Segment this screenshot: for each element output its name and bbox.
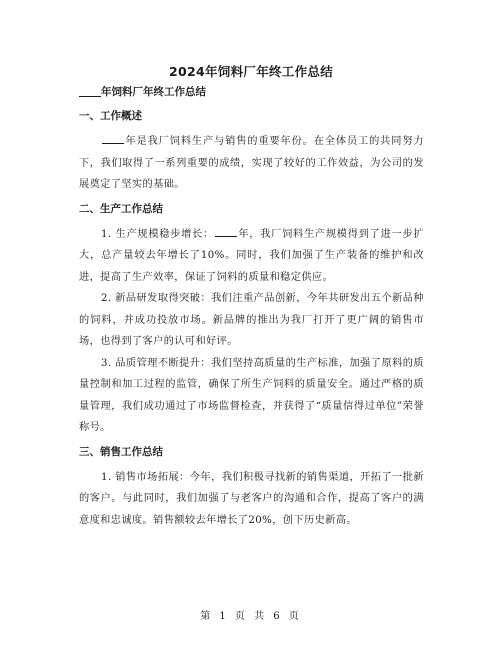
subtitle-text: 年饲料厂年终工作总结 <box>101 86 206 98</box>
section-heading-overview: 一、工作概述 <box>79 110 142 122</box>
fill-in-blank <box>215 228 237 237</box>
paragraph-lead: 1. 生产规模稳步增长： <box>101 228 214 240</box>
paragraph: 2. 新品研发取得突破：我们注重产品创新，今年共研发出五个新品种的饲料，并成功投放市场。新品牌的推出为我厂打开了更广阔的销售市场，也得到了客户的认可和好评。 <box>79 293 424 347</box>
paragraph: 3. 品质管理不断提升：我们坚持高质量的生产标准，加强了原料的质量控制和加工过程的监管，确保了所生产饲料的质量安全。通过严格的质量管理，我们成功通过了市场监督检查，并获得了“质量信得过单位”荣誉称号。 <box>79 357 424 433</box>
paragraph <box>79 224 424 289</box>
document-title: 2024年饲料厂年终工作总结 <box>169 64 333 79</box>
paragraph <box>79 131 424 196</box>
section-heading-production: 二、生产工作总结 <box>79 202 163 215</box>
paragraph-text: 年，我厂饲料生产规模得到了进一步扩大，总产量较去年增长了10%。同时，我们加强了生产装备的维护和改进，提高了生产效率，保证了饲料的质量和稳定供应。 <box>79 228 424 283</box>
paragraph: 1. 销售市场拓展：今年，我们积极寻找新的销售渠道，开拓了一批新的客户。与此同时，我们加强了与老客户的沟通和合作，提高了客户的满意度和忠诚度。销售额较去年增长了20%，创下历史新高。 <box>79 471 424 526</box>
section-heading-sales: 三、销售工作总结 <box>79 445 163 458</box>
paragraph-text: 年是我厂饲料生产与销售的重要年份。在全体员工的共同努力下，我们取得了一系列重要的成绩，实现了较好的工作效益，为公司的发展奠定了坚实的基础。 <box>79 136 424 190</box>
page-footer: 第 1 页 共 6 页 <box>200 611 302 622</box>
fill-in-blank <box>102 135 124 144</box>
document-body <box>79 86 424 531</box>
fill-in-blank <box>79 96 101 97</box>
document-subtitle <box>79 86 424 99</box>
